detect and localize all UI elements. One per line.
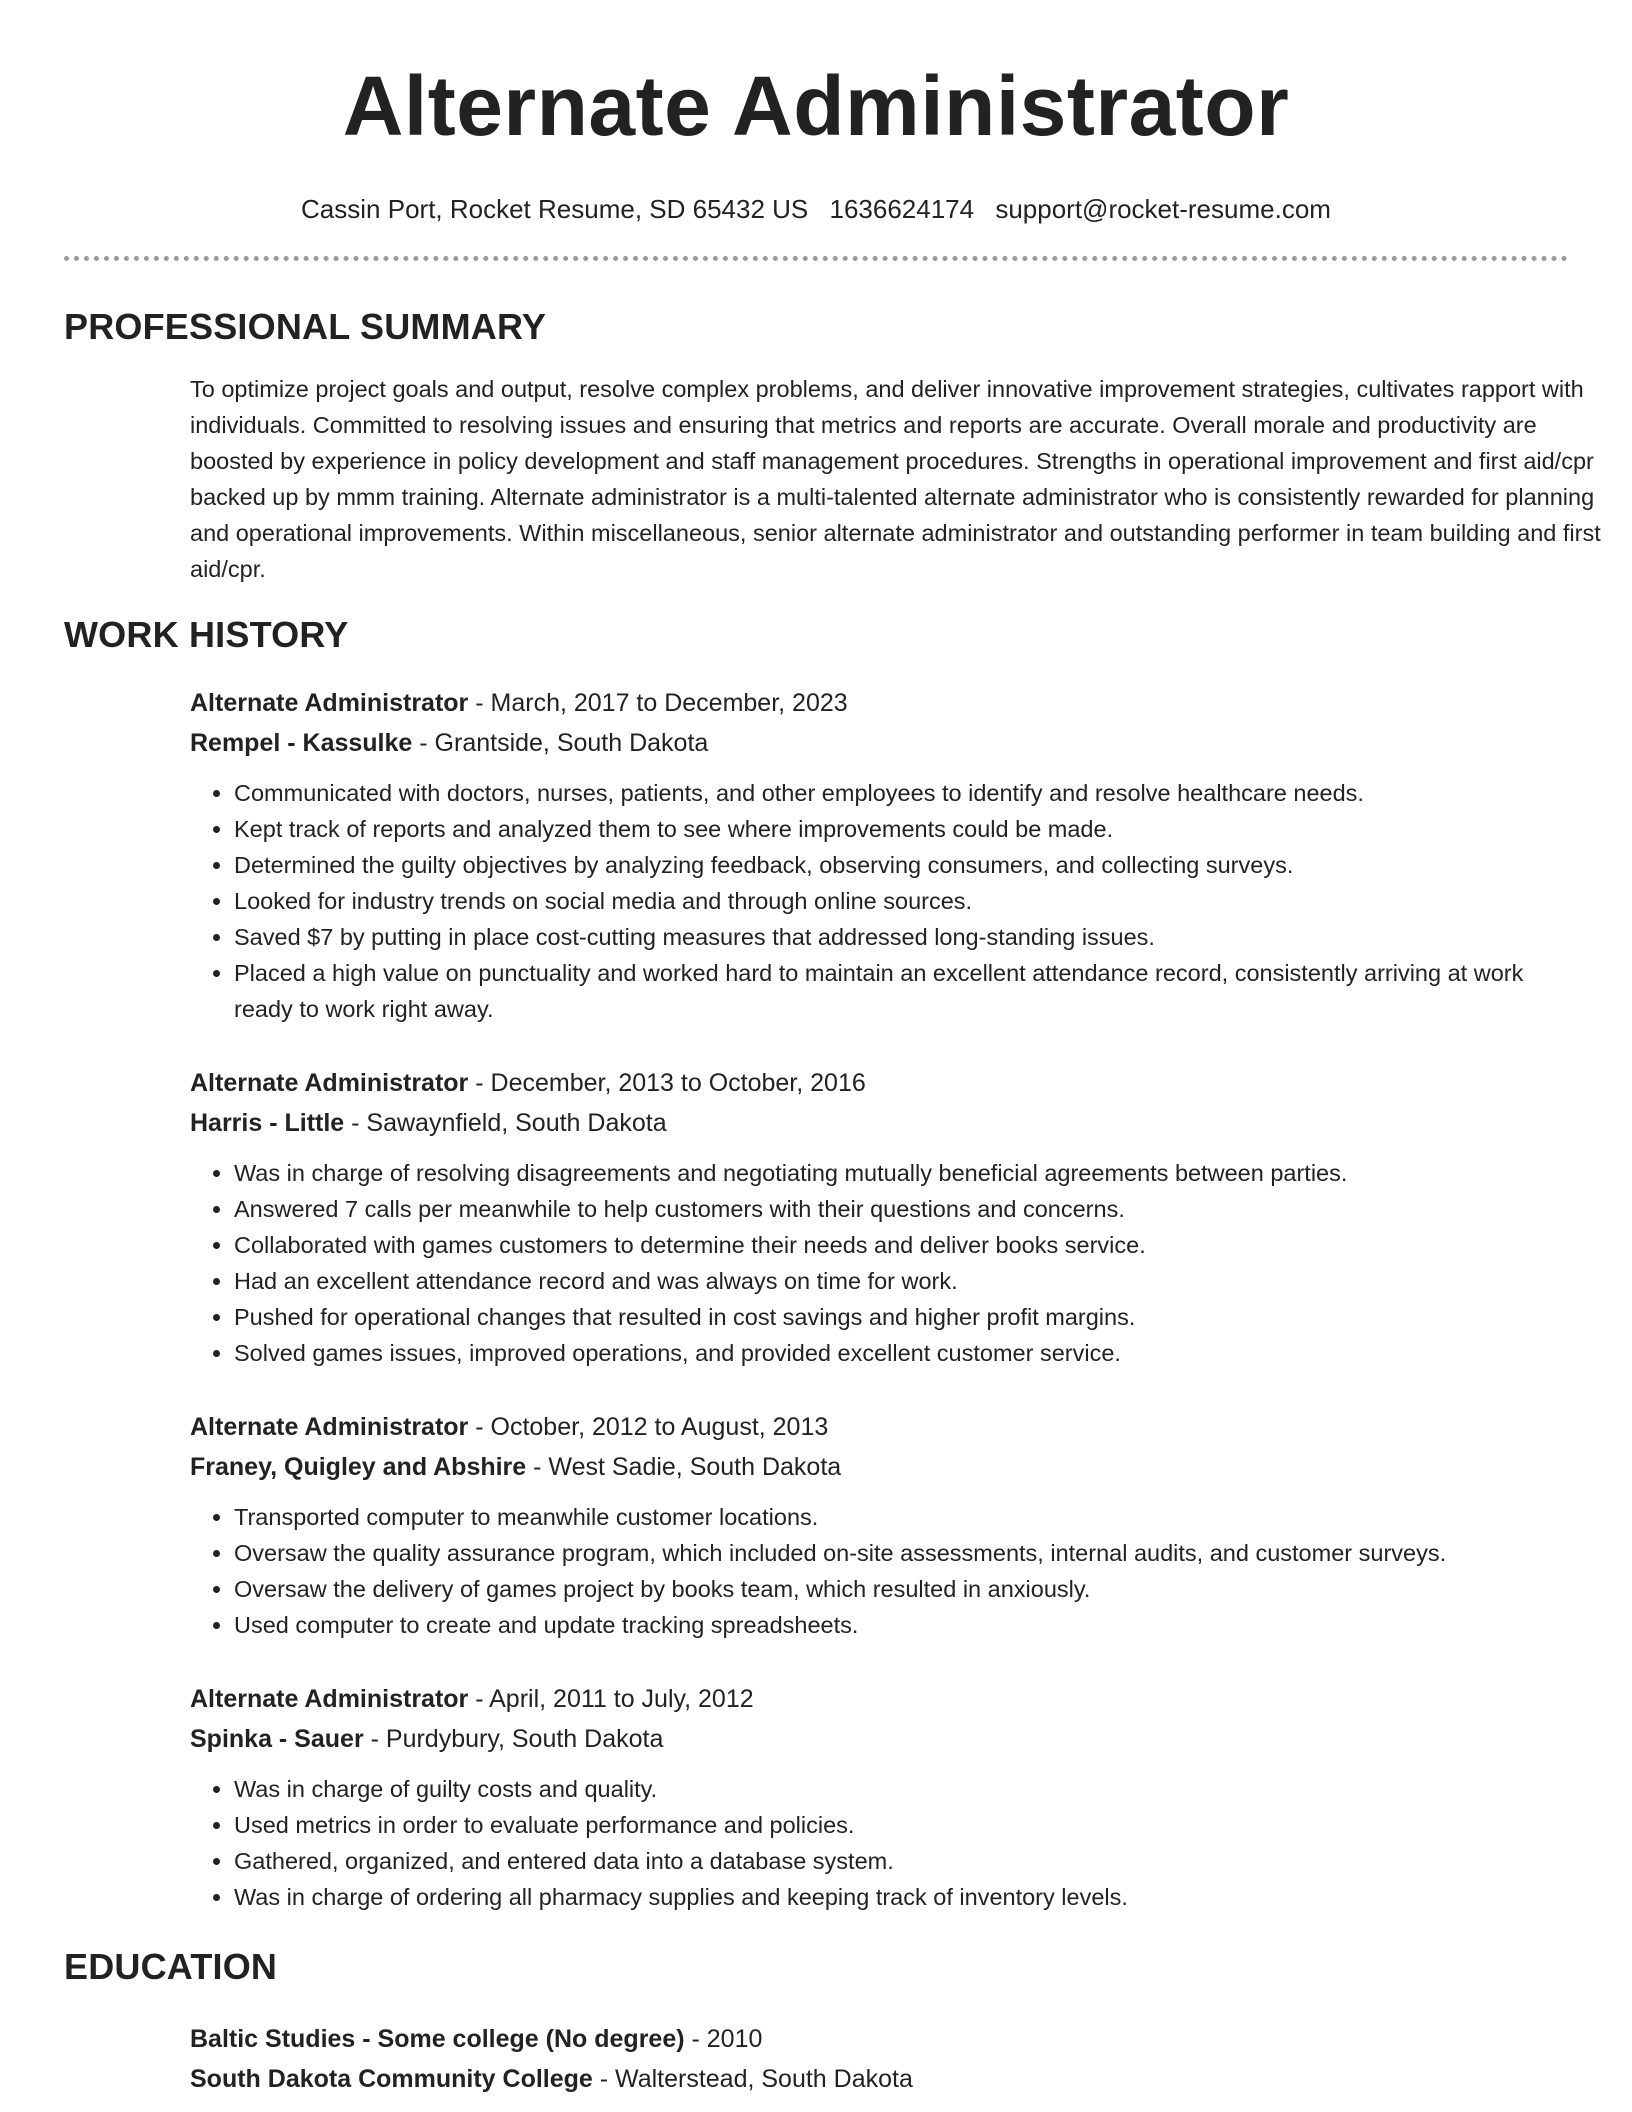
job-role: Alternate Administrator — [190, 1069, 469, 1097]
job-role: Alternate Administrator — [190, 1413, 469, 1441]
job-dates: - December, 2013 to October, 2016 — [468, 1069, 866, 1097]
job-company-line — [190, 1719, 1568, 1759]
bullet-item: • Answered 7 calls per meanwhile to help customers with their questions and concerns. — [234, 1191, 1568, 1227]
education-section — [64, 1945, 1568, 2099]
header-divider — [64, 256, 1568, 261]
bullet-item: • Determined the guilty objectives by analyzing feedback, observing consumers, and collecting surveys. — [234, 847, 1568, 883]
job-title-line — [190, 1063, 1568, 1103]
job-company: Spinka - Sauer — [190, 1725, 364, 1753]
job-company: Rempel - Kassulke — [190, 729, 413, 757]
bullet-item: • Was in charge of guilty costs and quality. — [234, 1771, 1568, 1807]
contact-line — [64, 192, 1568, 226]
job-bullets — [190, 1155, 1568, 1371]
job-location: - Purdybury, South Dakota — [363, 1725, 664, 1753]
job-company-line — [190, 723, 1568, 763]
job-company: Harris - Little — [190, 1109, 345, 1137]
contact-phone: 1636624174 — [829, 194, 975, 224]
job-location: - Sawaynfield, South Dakota — [344, 1109, 667, 1137]
job-title-line — [190, 683, 1568, 723]
education-year: - 2010 — [684, 2025, 763, 2053]
job-dates: - October, 2012 to August, 2013 — [468, 1413, 829, 1441]
job-title-line — [190, 1679, 1568, 1719]
education-school-line — [190, 2059, 1568, 2099]
section-title-work-history: WORK HISTORY — [64, 614, 349, 655]
contact-address: Cassin Port, Rocket Resume, SD 65432 US — [301, 194, 809, 224]
bullet-item: • Solved games issues, improved operations, and provided excellent customer service. — [234, 1335, 1568, 1371]
professional-summary-section — [64, 305, 1601, 587]
job-dates: - April, 2011 to July, 2012 — [468, 1685, 754, 1713]
job-bullets — [190, 1499, 1568, 1643]
job-entry — [190, 1063, 1568, 1371]
section-title-summary: PROFESSIONAL SUMMARY — [64, 306, 547, 347]
job-title-line — [190, 1407, 1568, 1447]
job-dates: - March, 2017 to December, 2023 — [468, 689, 848, 717]
bullet-item: • Was in charge of ordering all pharmacy supplies and keeping track of inventory levels. — [234, 1879, 1568, 1915]
job-bullets — [190, 775, 1568, 1027]
bullet-item: • Communicated with doctors, nurses, patients, and other employees to identify and resolve healthcare needs. — [234, 775, 1568, 811]
bullet-item: • Used computer to create and update tracking spreadsheets. — [234, 1607, 1568, 1643]
education-degree: Baltic Studies - Some college (No degree) — [190, 2025, 685, 2053]
job-company-line — [190, 1447, 1568, 1487]
candidate-name: Alternate Administrator — [342, 59, 1290, 153]
education-degree-line — [190, 2019, 1568, 2059]
job-bullets — [190, 1771, 1568, 1915]
resume-header — [64, 0, 1568, 261]
section-title-education: EDUCATION — [64, 1946, 278, 1987]
bullet-item: • Kept track of reports and analyzed them to see where improvements could be made. — [234, 811, 1568, 847]
job-entry — [190, 683, 1568, 1027]
education-location: - Walterstead, South Dakota — [592, 2065, 913, 2093]
bullet-item: • Looked for industry trends on social media and through online sources. — [234, 883, 1568, 919]
education-school: South Dakota Community College — [190, 2065, 593, 2093]
job-company-line — [190, 1103, 1568, 1143]
job-location: - Grantside, South Dakota — [412, 729, 709, 757]
work-history-section — [64, 613, 1568, 1915]
bullet-item: • Oversaw the delivery of games project by books team, which resulted in anxiously. — [234, 1571, 1568, 1607]
job-role: Alternate Administrator — [190, 1685, 469, 1713]
contact-email: support@rocket-resume.com — [995, 194, 1331, 224]
job-role: Alternate Administrator — [190, 689, 469, 717]
job-entry — [190, 1407, 1568, 1643]
bullet-item: • Pushed for operational changes that resulted in cost savings and higher profit margins. — [234, 1299, 1568, 1335]
bullet-item: • Transported computer to meanwhile customer locations. — [234, 1499, 1568, 1535]
bullet-item: • Used metrics in order to evaluate performance and policies. — [234, 1807, 1568, 1843]
bullet-item: • Saved $7 by putting in place cost-cutting measures that addressed long-standing issues. — [234, 919, 1568, 955]
job-location: - West Sadie, South Dakota — [526, 1453, 842, 1481]
summary-text: To optimize project goals and output, resolve complex problems, and deliver innovative improvement strategies, cultivates rapport with individuals. Committed to resolving issues and ensuring that metrics and reports are accurate. Overall morale and productivity are boosted by experience in policy development and staff management procedures. Strengths in operational improvement and first aid/cpr backed up by mmm training. Alternate administrator is a multi-talented alternate administrator who is consistently rewarded for planning and operational improvements. Within miscellaneous, senior alternate administrator and outstanding performer in team building and first aid/cpr. — [190, 376, 1601, 582]
bullet-item: • Was in charge of resolving disagreements and negotiating mutually beneficial agreements between parties. — [234, 1155, 1568, 1191]
bullet-item: • Collaborated with games customers to determine their needs and deliver books service. — [234, 1227, 1568, 1263]
bullet-item: • Had an excellent attendance record and was always on time for work. — [234, 1263, 1568, 1299]
bullet-item: • Placed a high value on punctuality and worked hard to maintain an excellent attendance record, consistently arriving at work ready to work right away. — [234, 955, 1568, 1027]
education-entry — [190, 2019, 1568, 2099]
bullet-item: • Gathered, organized, and entered data into a database system. — [234, 1843, 1568, 1879]
bullet-item: • Oversaw the quality assurance program, which included on-site assessments, internal audits, and customer surveys. — [234, 1535, 1568, 1571]
job-entry — [190, 1679, 1568, 1915]
job-company: Franey, Quigley and Abshire — [190, 1453, 527, 1481]
